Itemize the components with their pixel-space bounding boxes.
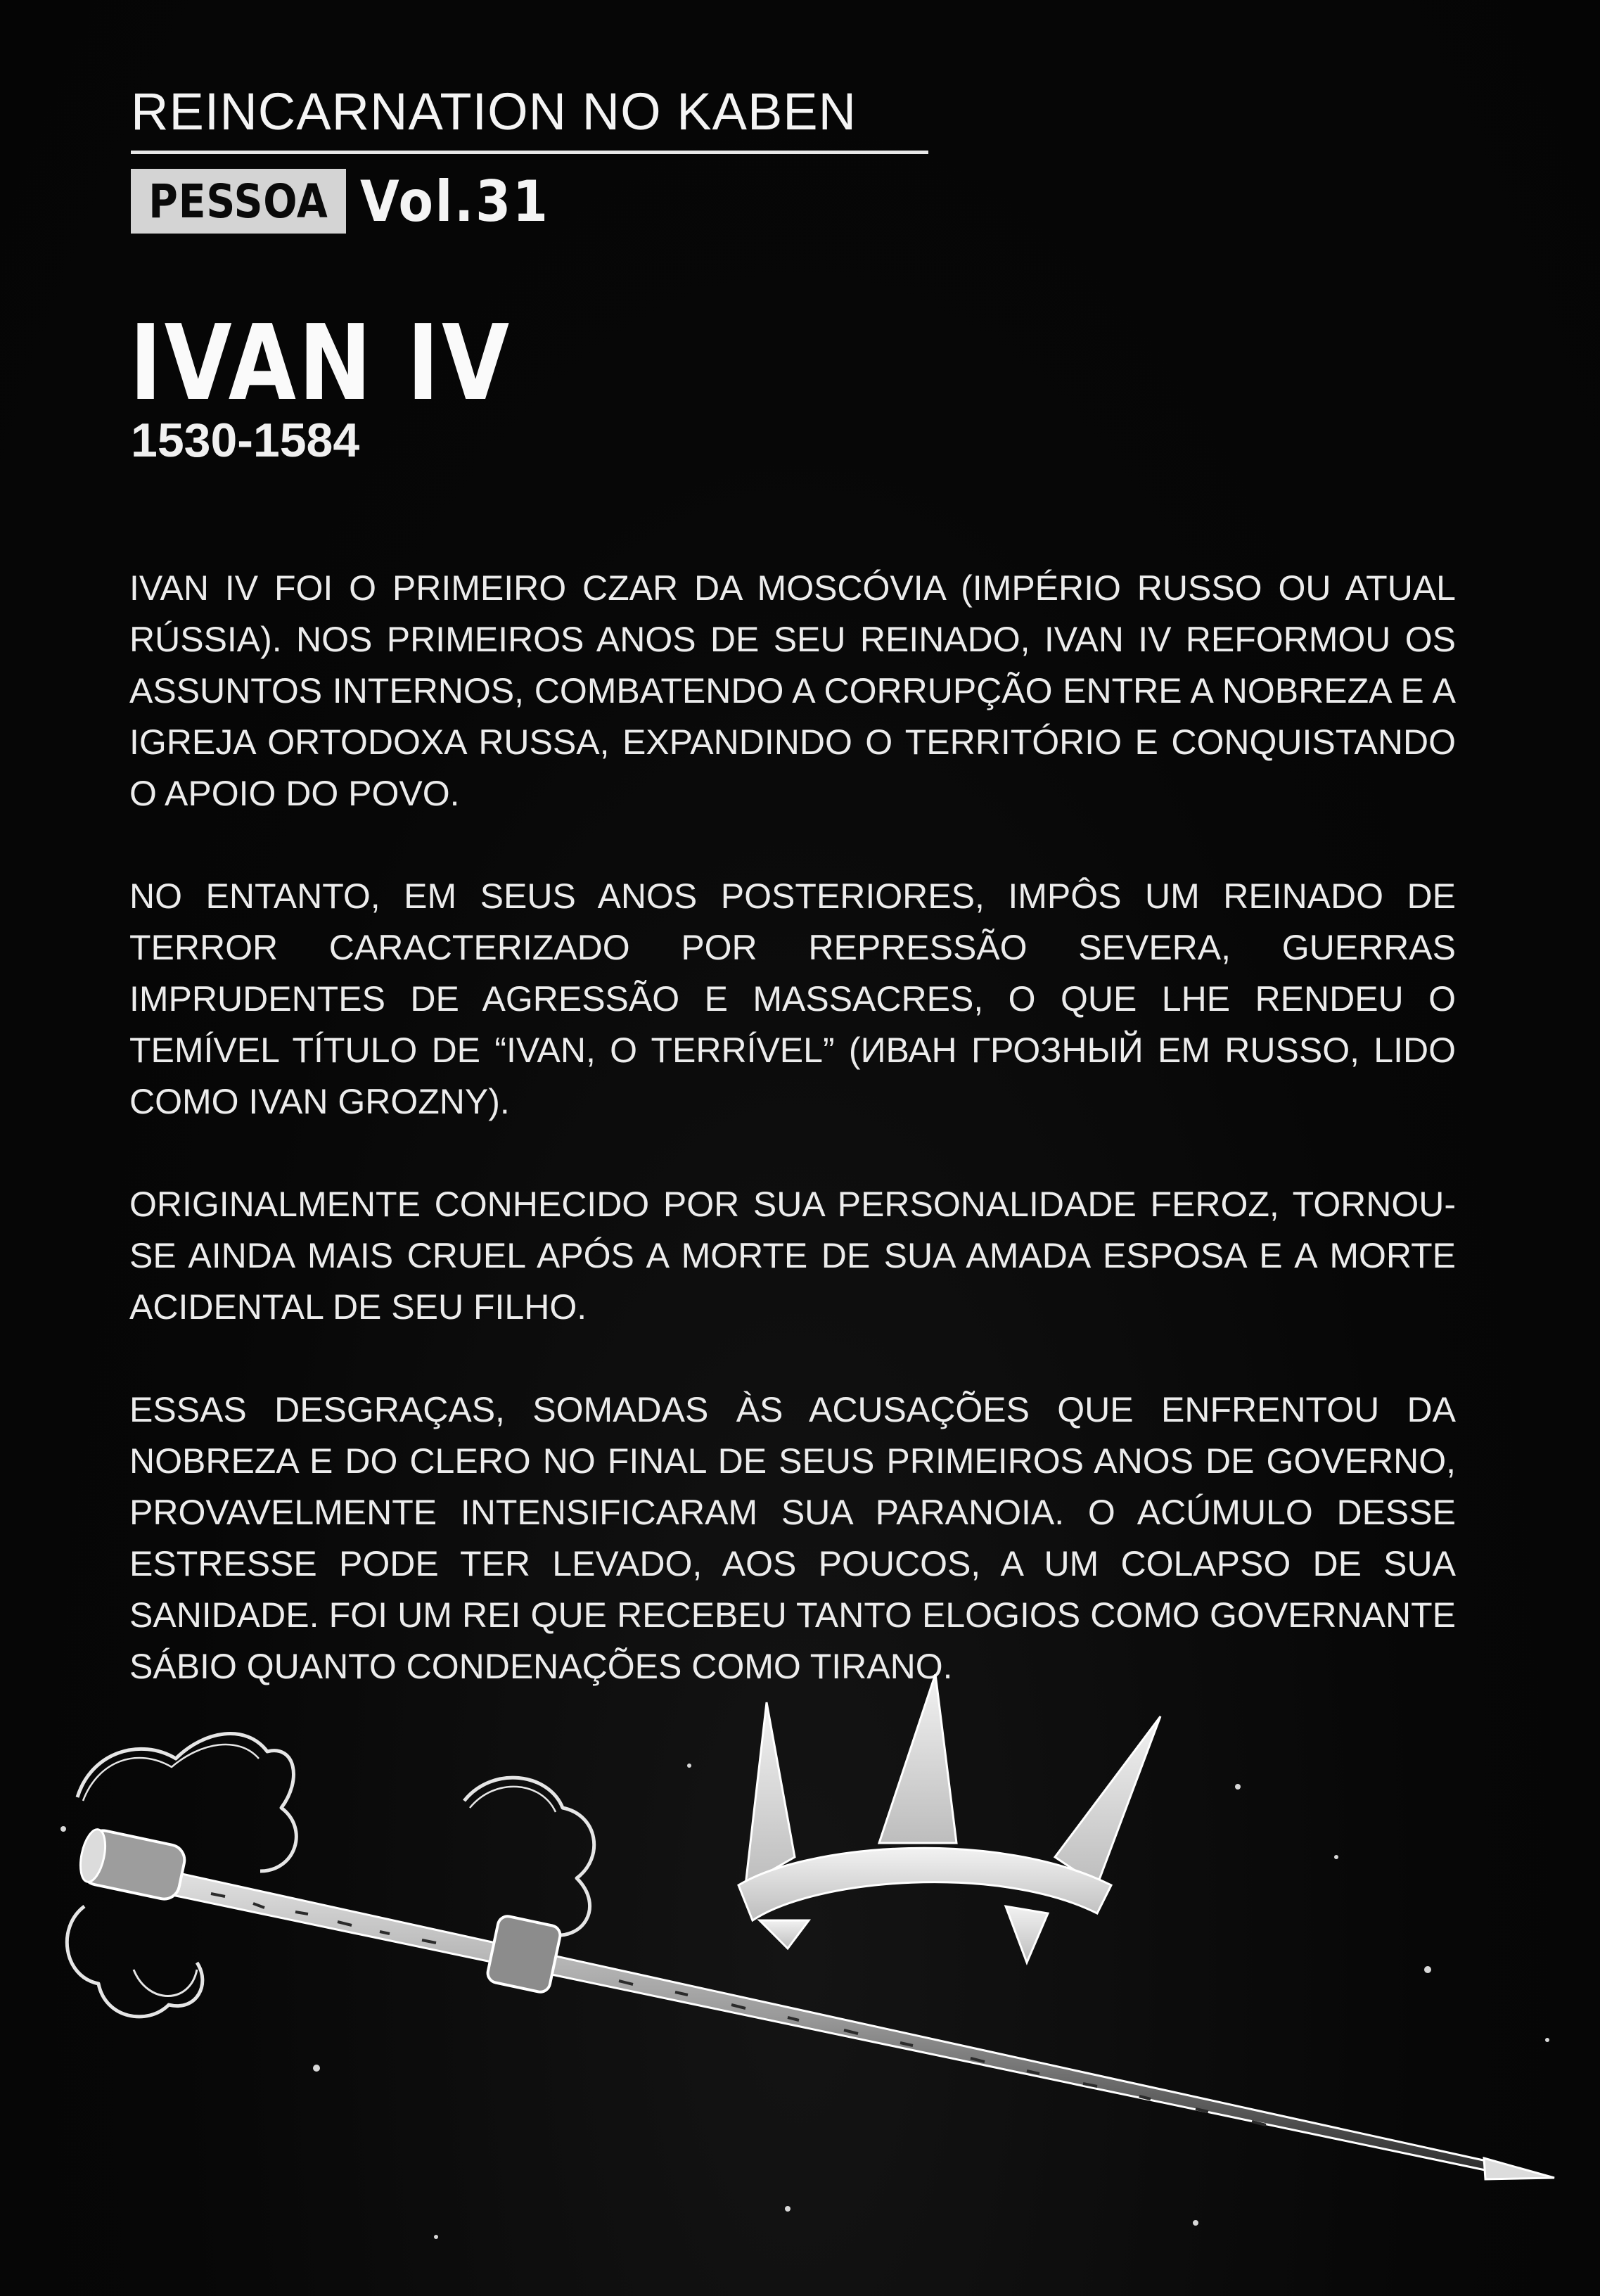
category-tag-label: PESSOA <box>148 174 328 229</box>
article-body <box>129 563 1456 1744</box>
series-title: REINCARNATION NO KABEN <box>131 82 857 141</box>
paragraph: IVAN IV FOI O PRIMEIRO CZAR DA MOSCÓVIA (IMPÉRIO RUSSO OU ATUAL RÚSSIA). NOS PRIMEIROS ANOS DE SEU REINADO, IVAN IV REFORMOU OS ASSUNTOS INTERNOS, COMBATENDO A CORRUPÇÃO ENTRE A NOBREZA E A IGREJA ORTODOXA RUSSA, EXPANDINDO O TERRITÓRIO E CONQUISTANDO O APOIO DO POVO. <box>129 568 1456 813</box>
crown-icon <box>738 1674 1160 1963</box>
paragraph: ORIGINALMENTE CONHECIDO POR SUA PERSONALIDADE FEROZ, TORNOU-SE AINDA MAIS CRUEL APÓS A MORTE DE SUA AMADA ESPOSA E A MORTE ACIDENTAL DE SEU FILHO. <box>129 1185 1456 1327</box>
paragraph: ESSAS DESGRAÇAS, SOMADAS ÀS ACUSAÇÕES QUE ENFRENTOU DA NOBREZA E DO CLERO NO FINAL DE SEUS PRIMEIROS ANOS DE GOVERNO, PROVAVELMENTE INTENSIFICARAM SUA PARANOIA. O ACÚMULO DESSE ESTRESSE PODE TER LEVADO, AOS POUCOS, A UM COLAPSO DE SUA SANIDADE. FOI UM REI QUE RECEBEU TANTO ELOGIOS COMO GOVERNANTE SÁBIO QUANTO CONDENAÇÕES COMO TIRANO. <box>129 1390 1456 1686</box>
scepter-and-crown-illustration <box>0 1674 1600 2296</box>
category-tag <box>131 169 346 234</box>
sparkle-dots <box>60 1764 1549 2239</box>
person-years: 1530-1584 <box>131 414 360 467</box>
person-name: IVAN IV <box>129 302 512 423</box>
volume-label: Vol.31 <box>360 168 550 234</box>
series-title-underline <box>131 151 928 154</box>
paragraph: NO ENTANTO, EM SEUS ANOS POSTERIORES, IMPÔS UM REINADO DE TERROR CARACTERIZADO POR REPRESSÃO SEVERA, GUERRAS IMPRUDENTES DE AGRESSÃO E MASSACRES, O QUE LHE RENDEU O TEMÍVEL TÍTULO DE “IVAN, O TERRÍVEL” (ИВАН ГРОЗНЫЙ EM RUSSO, LIDO COMO IVAN GROZNY). <box>129 876 1456 1121</box>
